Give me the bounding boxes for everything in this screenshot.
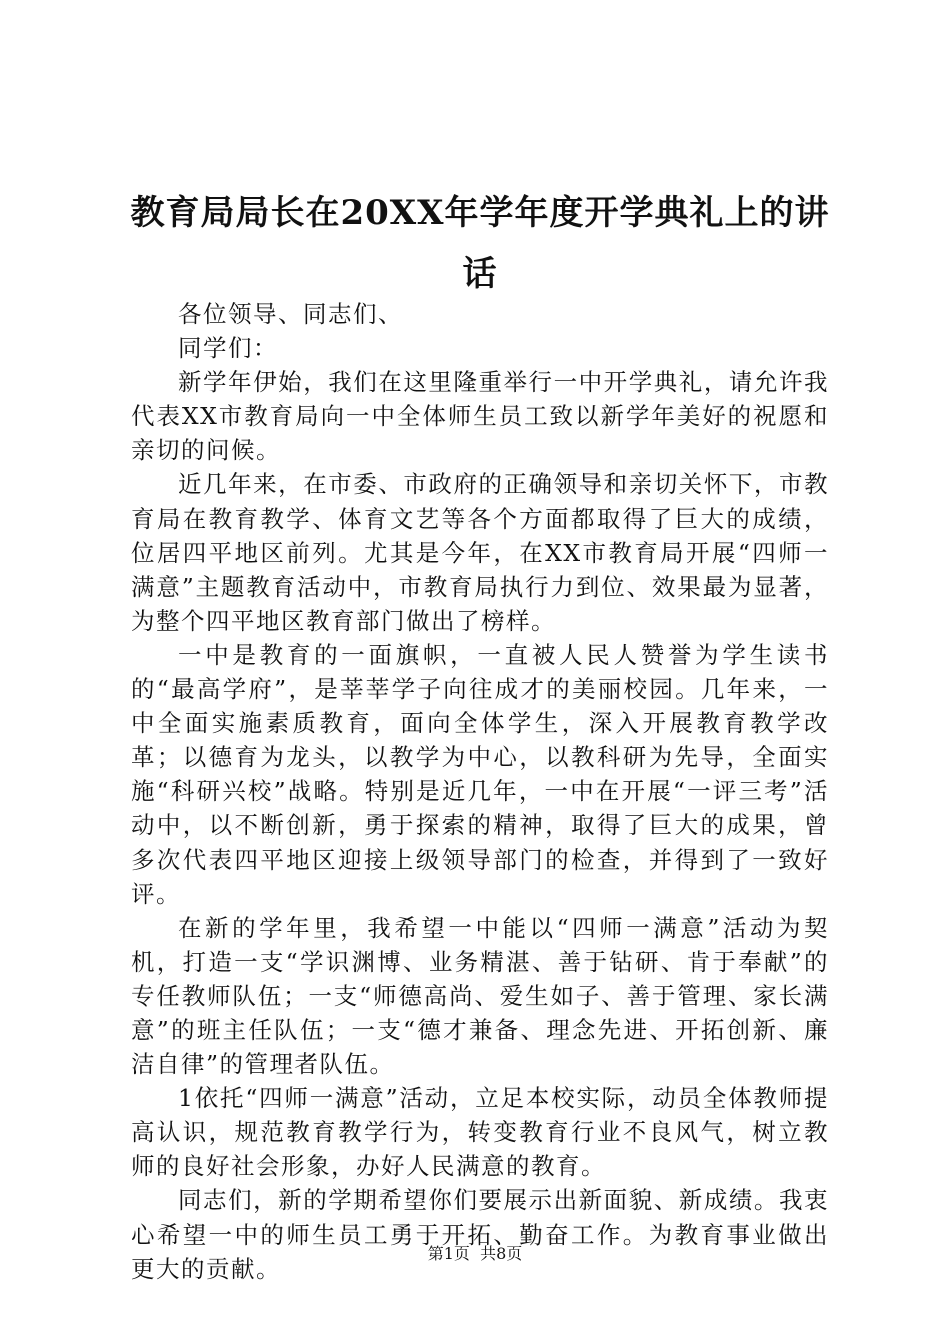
paragraph-opening: 新学年伊始，我们在这里隆重举行一中开学典礼，请允许我代表XX市教育局向一中全体师生员工致以新学年美好的祝愿和亲切的问候。 [131,368,829,465]
page-total: 共8页 [480,1244,523,1263]
paragraph-activity-basis: 1依托“四师一满意”活动，立足本校实际，动员全体教师提高认识，规范教育教学行为，转变教育行业不良风气，树立教师的良好社会形象，办好人民满意的教育。 [131,1084,829,1181]
document-body [131,297,829,1286]
page-footer [0,1242,950,1266]
salutation-line-2: 同学们： [178,334,278,363]
paragraph-achievements: 近几年来，在市委、市政府的正确领导和亲切关怀下，市教育局在教育教学、体育文艺等各个方面都取得了巨大的成绩，位居四平地区前列。尤其是今年，在XX市教育局开展“四师一满意”主题教育活动中，市教育局执行力到位、效果最为显著，为整个四平地区教育部门做出了榜样。 [131,470,829,635]
paragraph-new-year-hopes: 在新的学年里，我希望一中能以“四师一满意”活动为契机，打造一支“学识渊博、业务精湛、善于钻研、肯于奉献”的专任教师队伍；一支“师德高尚、爱生如子、善于管理、家长满意”的班主任队伍；一支“德才兼备、理念先进、开拓创新、廉洁自律”的管理者队伍。 [131,913,829,1079]
document-title: 教育局局长在20XX年学年度开学典礼上的讲话 [130,193,830,294]
salutation-line-1: 各位领导、同志们、 [178,300,403,328]
footer-separator [470,1244,480,1263]
paragraph-closing: 同志们，新的学期希望你们要展示出新面貌、新成绩。我衷心希望一中的师生员工勇于开拓、勤奋工作。为教育事业做出更大的贡献。 [131,1186,829,1283]
paragraph-school-intro: 一中是教育的一面旗帜，一直被人民人赞誉为学生读书的“最高学府”，是莘莘学子向往成才的美丽校园。几年来，一中全面实施素质教育，面向全体学生，深入开展教育教学改革；以德育为龙头，以教学为中心，以教科研为先导，全面实施“科研兴校”战略。特别是近几年，一中在开展“一评三考”活动中，以不断创新，勇于探索的精神，取得了巨大的成果，曾多次代表四平地区迎接上级领导部门的检查，并得到了一致好评。 [131,640,829,908]
page-number: 第1页 [427,1244,470,1263]
